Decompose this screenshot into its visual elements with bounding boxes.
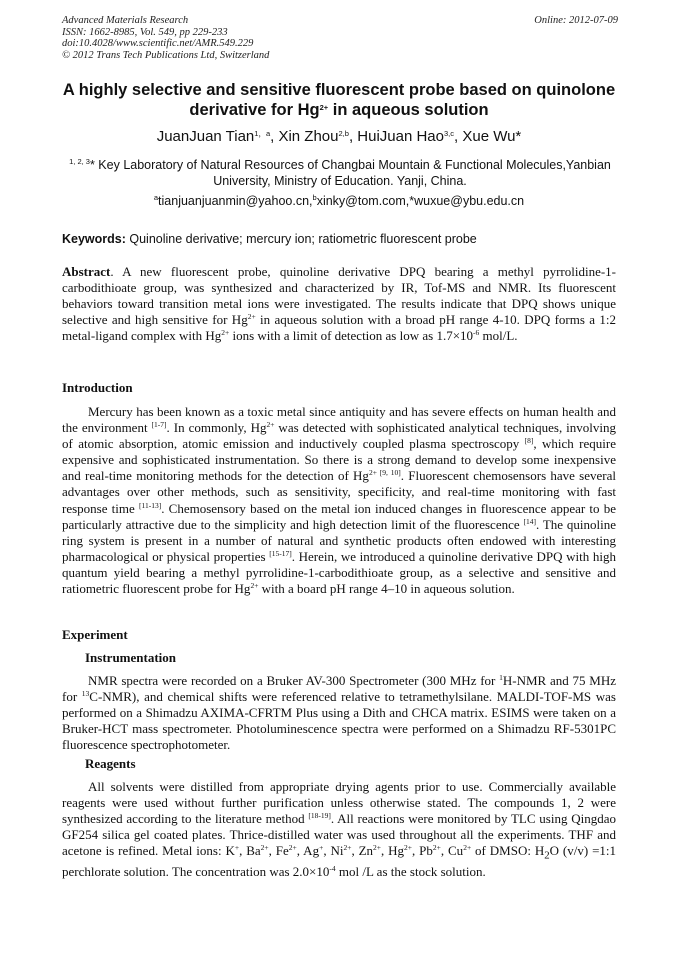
author-1: JuanJuan Tian	[156, 128, 255, 145]
intro-text: . Chemosensory based on the metal ion induced changes in fluorescence appear to be particularly attractive due to the simplicity and high detection limit of the fluorescence	[62, 500, 617, 532]
experiment-text: O (v/v) =1:1 perchlorate solution. The concentration was 2.0×10	[62, 843, 617, 880]
experiment-text: , Pb	[412, 843, 433, 859]
author-2: , Xin Zhou	[270, 128, 339, 145]
superscript: 2+	[404, 843, 413, 853]
title-sup: 2+	[319, 103, 329, 112]
author-3: , HuiJuan Hao	[348, 128, 444, 145]
copyright-line: © 2012 Trans Tech Publications Ltd, Switzerland	[62, 49, 270, 61]
intro-text: . Herein, we introduced a quinoline derivative DPQ with high quantum yield bearing a methyl pyrrolidine-1-carbodithioate group, as a selective and sensitive and ratiometric fluorescent probe for Hg	[62, 548, 616, 597]
abstract-text: mol/L.	[479, 328, 518, 344]
superscript: 2+	[250, 581, 259, 591]
title-text: in aqueous solution	[328, 101, 489, 119]
issn-line: ISSN: 1662-8985, Vol. 549, pp 229-233	[62, 26, 228, 38]
journal-name: Advanced Materials Research	[62, 15, 189, 26]
reagents-heading: Reagents	[85, 756, 136, 771]
affiliation-sup: 1, 2, 3	[69, 157, 90, 166]
citation: [8]	[524, 436, 534, 446]
superscript: 2+	[260, 843, 269, 853]
superscript: -4	[329, 864, 336, 874]
subscript: 2	[544, 849, 550, 862]
abstract-label: Abstract	[62, 264, 111, 279]
intro-text: . In commonly, Hg	[166, 420, 267, 436]
experiment-text: . All reactions were monitored by TLC using Qingdao GF254 silica gel coated plates. Thrice-distilled water was used throughout all the experiments. THF and acetone is refined. Metal ions: K	[62, 811, 616, 859]
superscript: 2+	[247, 312, 256, 322]
email-text: tianjuanjuanmin@yahoo.cn,	[158, 194, 313, 208]
experiment-text: H-NMR and 75 MHz for	[62, 673, 616, 705]
citation: [15-17]	[269, 548, 292, 558]
superscript: 2+	[288, 843, 297, 853]
abstract-text: ions with a limit of detection as low as 1.7×10	[229, 328, 474, 344]
experiment-text: , Ba	[239, 843, 261, 859]
abstract-text: . A new fluorescent probe, quinoline derivative DPQ bearing a methyl pyrrolidine-1-carbodithioate group, was synthesized and characterized by IR, Tof-MS and NMR. Its fluorescent behaviors toward transition metal ions were investigated. The results indicate that DPQ shows unique selective and high sensitive for Hg	[62, 264, 616, 328]
experiment-text: , Cu	[440, 843, 464, 859]
superscript: +	[234, 843, 240, 853]
author-emails	[40, 193, 638, 209]
superscript: 2+	[432, 843, 441, 853]
superscript: +	[319, 843, 324, 853]
intro-text: , which require expensive and sophisticated instrumentation. So there is a strong demand to develop some inexpensive and real-time monitoring methods for the detection of Hg	[62, 436, 616, 484]
introduction-body	[62, 404, 616, 597]
superscript: -6	[473, 328, 480, 338]
author-1-sup: 1，a	[254, 129, 271, 138]
experiment-text: , Fe	[268, 843, 289, 859]
experiment-text: , Ag	[296, 843, 320, 859]
citation: [18-19]	[308, 811, 331, 821]
intro-text: Mercury has been known as a toxic metal since antiquity and has severe effects on human health and the environment	[62, 404, 616, 436]
superscript: 2+	[221, 328, 230, 338]
experiment-text: mol /L as the stock solution.	[335, 864, 486, 880]
experiment-heading: Experiment	[62, 627, 128, 642]
keywords-text: Quinoline derivative; mercury ion; ratiometric fluorescent probe	[125, 232, 477, 246]
online-date: Online: 2012-07-09	[534, 15, 618, 26]
title-line-2	[40, 100, 638, 120]
experiment-text: C-NMR), and chemical shifts were referenced relative to tetramethylsilane. MALDI-TOF-MS was performed on a Shimadzu AXIMA-CFRTM Plus using a Dith and CHCA matrix. ESIMS were taken on a Bruker-HCT mass spectrometer. Photoluminescence spectra were performed on a Shimadzu RF-5301PC fluorescence spectrophotometer.	[62, 689, 616, 753]
citation: [11-13]	[138, 500, 162, 510]
email-text: xinky@tom.com,*wuxue@ybu.edu.cn	[316, 194, 525, 208]
abstract-text: in aqueous solution with a broad pH range 4-10. DPQ forms a 1:2 metal-ligand complex with Hg	[62, 312, 616, 344]
keywords-label: Keywords:	[62, 232, 126, 246]
experiment-text: , Ni	[323, 843, 344, 859]
intro-text: with a board pH range 4–10 in aqueous solution.	[258, 581, 515, 597]
citation: [1-7]	[151, 420, 167, 430]
superscript: 2+	[266, 420, 275, 430]
citation: [14]	[523, 516, 536, 526]
superscript: 2+	[343, 843, 352, 853]
title-line-1: A highly selective and sensitive fluorescent probe based on quinolone	[62, 81, 616, 99]
author-4: , Xue Wu*	[454, 128, 522, 145]
intro-text: was detected with sophisticated analytical techniques, involving of atomic absorption, atomic emission and inductively coupled plasma spectroscopy	[62, 420, 617, 452]
introduction-heading: Introduction	[62, 380, 133, 395]
experiment-text: , Zn	[351, 843, 374, 859]
reagents-body	[62, 779, 616, 880]
title-text: derivative for Hg	[189, 101, 320, 119]
abstract	[62, 264, 616, 344]
experiment-text: of DMSO: H	[471, 843, 545, 859]
author-2-sup: 2,b	[338, 129, 349, 138]
journal-header	[62, 15, 618, 61]
author-list	[40, 128, 638, 146]
instrumentation-body	[62, 673, 616, 753]
experiment-text: All solvents were distilled from appropriate drying agents prior to use. Commercially available reagents were used without further purification unless otherwise stated. The compounds 1, 2 were synthesized according to the literature method	[62, 779, 616, 827]
author-3-sup: 3,c	[444, 129, 455, 138]
experiment-text: NMR spectra were recorded on a Bruker AV-300 Spectrometer (300 MHz for	[88, 673, 500, 688]
experiment-text: , Hg	[381, 843, 405, 859]
superscript: 2+	[373, 843, 381, 853]
superscript: 2+	[463, 843, 472, 853]
email-sup: b	[312, 193, 317, 202]
email-sup: a	[153, 193, 159, 202]
intro-text: . Fluorescent chemosensors have several advantages over other methods, such as sensitivity, specificity, and real-time monitoring with fast response time	[62, 468, 616, 516]
keywords	[62, 231, 618, 247]
intro-text: . The quinoline ring system is present in a number of natural and synthetic products often endowed with interesting pharmacological or physical properties	[62, 516, 616, 564]
superscript: 1	[499, 673, 503, 682]
superscript: 2+ [9, 10]	[368, 468, 401, 478]
doi-line: doi:10.4028/www.scientific.net/AMR.549.229	[62, 38, 254, 50]
paper-title	[40, 80, 638, 120]
affiliation-text: * Key Laboratory of Natural Resources of Changbai Mountain & Functional Molecules,Yanbian University, Ministry of Education. Yanji, China.	[89, 158, 611, 188]
superscript: 13	[81, 689, 90, 699]
affiliation	[62, 157, 618, 189]
instrumentation-heading: Instrumentation	[85, 650, 177, 665]
